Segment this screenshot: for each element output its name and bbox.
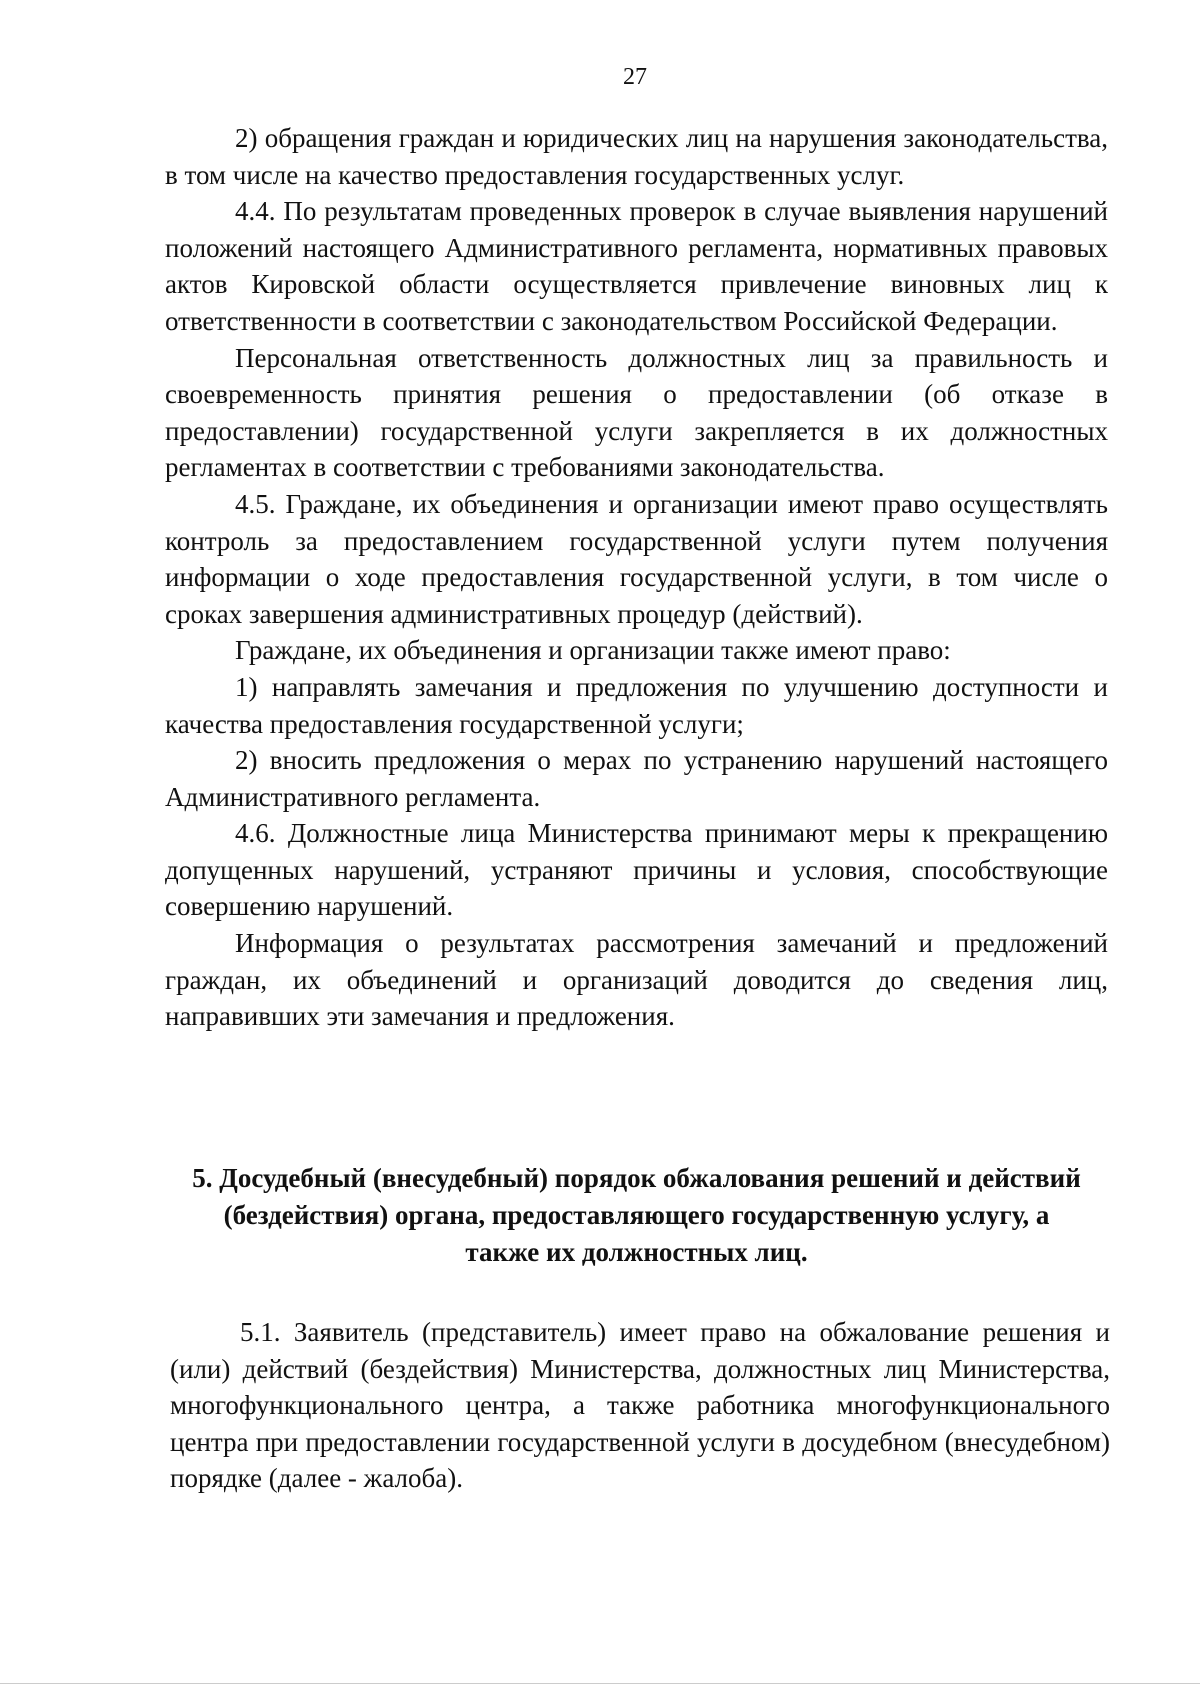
body-text <box>165 120 1108 1035</box>
section-5-text <box>170 1314 1110 1497</box>
paragraph-rights-item-2: 2) вносить предложения о мерах по устранению нарушений настоящего Административного регламента. <box>165 745 1108 812</box>
paragraph-personal-responsibility: Персональная ответственность должностных лиц за правильность и своевременность принятия решения о предоставлении (об отказе в предоставлении) государственной услуги закрепляется в их должностных регламентах в соответствии с требованиями законодательства. <box>165 342 1108 483</box>
paragraph-5-1: 5.1. Заявитель (представитель) имеет право на обжалование решения и (или) действий (бездействия) Министерства, должностных лиц Министерства, многофункционального центра, а также работника многофункционального центра при предоставлении государственной услуги в досудебном (внесудебном) порядке (далее - жалоба). <box>170 1317 1110 1493</box>
page-bottom-edge <box>0 1683 1200 1684</box>
paragraph-information-results: Информация о результатах рассмотрения замечаний и предложений граждан, их объединений и организаций доводится до сведения лиц, направивших эти замечания и предложения. <box>165 928 1108 1032</box>
paragraph-4-6: 4.6. Должностные лица Министерства принимают меры к прекращению допущенных нарушений, устраняют причины и условия, способствующие совершению нарушений. <box>165 818 1108 922</box>
section-5-heading <box>165 1160 1108 1271</box>
paragraph-4-4: 4.4. По результатам проведенных проверок в случае выявления нарушений положений настоящего Административного регламента, нормативных правовых актов Кировской области осуществляется привлечение виновных лиц к ответственности в соответствии с законодательством Российской Федерации. <box>165 196 1108 336</box>
paragraph-2-appeals: 2) обращения граждан и юридических лиц на нарушения законодательства, в том числе на качество предоставления государственных услуг. <box>165 123 1108 190</box>
section-heading-line-3: также их должностных лиц. <box>465 1237 808 1267</box>
section-heading-line-1: 5. Досудебный (внесудебный) порядок обжалования решений и действий <box>192 1163 1081 1193</box>
paragraph-4-5: 4.5. Граждане, их объединения и организации имеют право осуществлять контроль за предоставлением государственной услуги путем получения информации о ходе предоставления государственной услуги, в том числе о сроках завершения административных процедур (действий). <box>165 488 1108 629</box>
section-heading-line-2: (бездействия) органа, предоставляющего государственную услугу, а <box>223 1200 1050 1230</box>
page-number: 27 <box>623 64 647 90</box>
paragraph-citizens-rights: Граждане, их объединения и организации также имеют право: <box>235 635 951 666</box>
paragraph-rights-item-1: 1) направлять замечания и предложения по улучшению доступности и качества предоставления государственной услуги; <box>165 671 1108 739</box>
